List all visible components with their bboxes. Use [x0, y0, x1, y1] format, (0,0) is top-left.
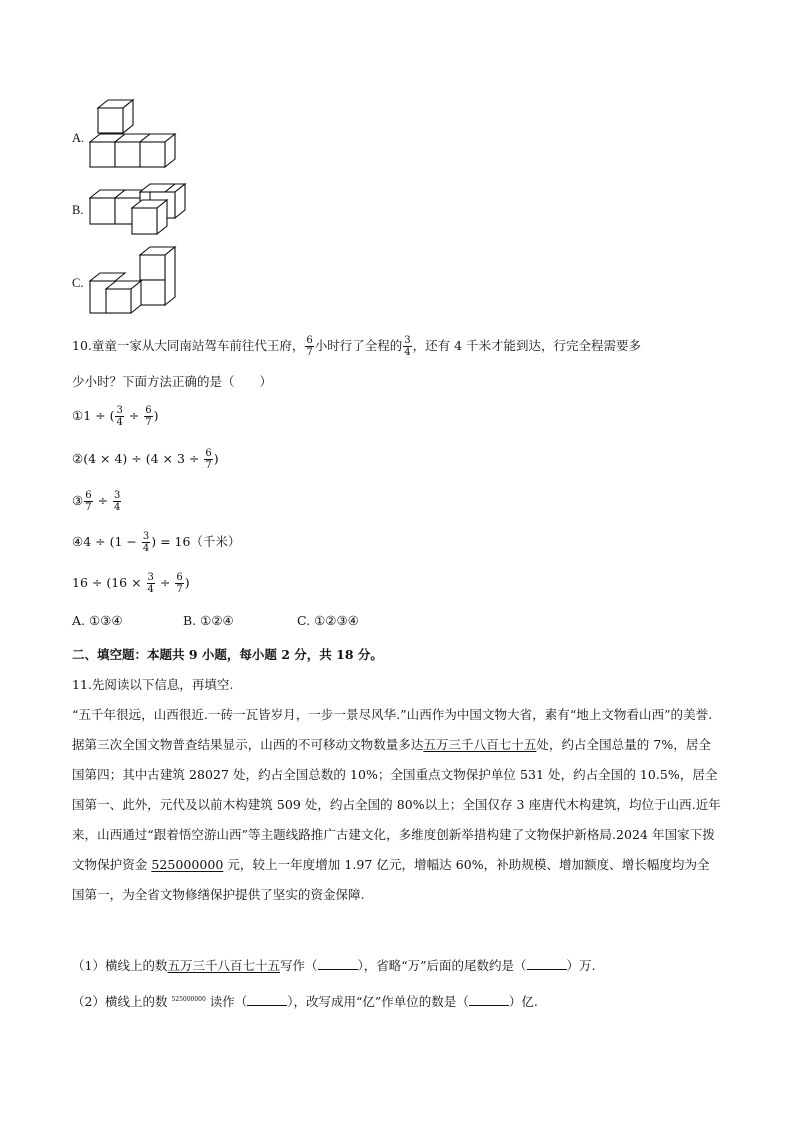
- q11-subquestion-1: （1）横线上的数五万三千八百七十五写作（ ），省略“万”后面的尾数约是（ ）万.: [72, 958, 596, 973]
- q10-stem-line1: [72, 333, 641, 359]
- q10-text-c: ，还有 4 千米才能到达，行完全程需要多: [412, 338, 642, 353]
- q10-method-4: ④4 ÷ (1 − $\frac{3}{4}$ ) = 16（千米）: [72, 531, 241, 554]
- cube-figure-b: [88, 182, 190, 238]
- option-c-label: C.: [72, 276, 84, 290]
- q10-method-3: ③ $\frac{6}{7}$ ÷ $\frac{3}{4}$: [72, 490, 121, 513]
- q10-fraction-distance: $\frac{3}{4}$: [404, 335, 411, 358]
- underlined-number-digits: 525000000: [151, 857, 224, 872]
- q10-choice-a: A. ①③④: [72, 613, 123, 628]
- q11-subquestion-2: （2）横线上的数 $^{525000000}$ 读作（ ），改写成用“亿”作单位的数是（ ）亿.: [72, 994, 538, 1010]
- answer-blank[interactable]: [247, 993, 287, 1006]
- cube-figure-c: [88, 245, 180, 317]
- q10-text-b: 小时行了全程的: [314, 338, 403, 353]
- q10-choice-b: B. ①②④: [183, 613, 234, 628]
- q10-method-5: 16 ÷ (16 × $\frac{3}{4}$ ÷ $\frac{6}{7}$ ): [72, 572, 190, 595]
- q10-method-2: ②(4 × 4) ÷ (4 × 3 ÷ $\frac{6}{7}$ ): [72, 448, 219, 471]
- section-2-title: 二、填空题：本题共 9 小题，每小题 2 分，共 18 分。: [72, 647, 383, 662]
- q10-fraction-time: $\frac{6}{7}$: [306, 335, 313, 358]
- option-a-label: A.: [72, 131, 85, 145]
- q10-choice-c: C. ①②③④: [297, 613, 359, 628]
- q10-stem-line2: 少小时？下面方法正确的是（ ）: [72, 374, 273, 389]
- option-b-label: B.: [72, 203, 84, 217]
- answer-blank[interactable]: [469, 993, 509, 1006]
- underlined-number-words: 五万三千八百七十五: [423, 737, 537, 752]
- answer-blank[interactable]: [527, 957, 567, 970]
- cube-figure-a: [88, 98, 180, 170]
- answer-blank[interactable]: [318, 957, 358, 970]
- q10-text-a: 10.童童一家从大同南站驾车前往代王府，: [72, 338, 305, 353]
- q11-passage: “五千年很远，山西很近.一砖一瓦皆岁月，一步一景尽风华.”山西作为中国文物大省，素有“地上文物看山西”的美誉.据第三次全国文物普查结果显示，山西的不可移动文物数量多达五万三千八百七十五处，约占全国总量的 7%，居全国第四；其中古建筑 28027 处，约占全国总数的 10%；全国重点文物保护单位 531 处，约占全国的 10.5%，居全国第一、此外，元代及以前木构建筑 509 处，约占全国的 80%以上；全国仅存 3 座唐代木构建筑，均位于山西.近年来，山西通过“跟着悟空游山西”等主题线路推广古建文化，多维度创新举措构建了文物保护新格局.2024 年国家下拨文物保护资金 525000000 元，较上一年度增加 1.97 亿元，增幅达 60%，补助规模、增加额度、增长幅度均为全国第一，为全省文物修缮保护提供了坚实的资金保障.: [72, 707, 721, 902]
- q11-intro: 11.先阅读以下信息，再填空.: [72, 677, 234, 692]
- q10-method-1: ①1 ÷ ( $\frac{3}{4}$ ÷ $\frac{6}{7}$ ): [72, 405, 159, 428]
- small-number-image: 525000000: [171, 996, 206, 1003]
